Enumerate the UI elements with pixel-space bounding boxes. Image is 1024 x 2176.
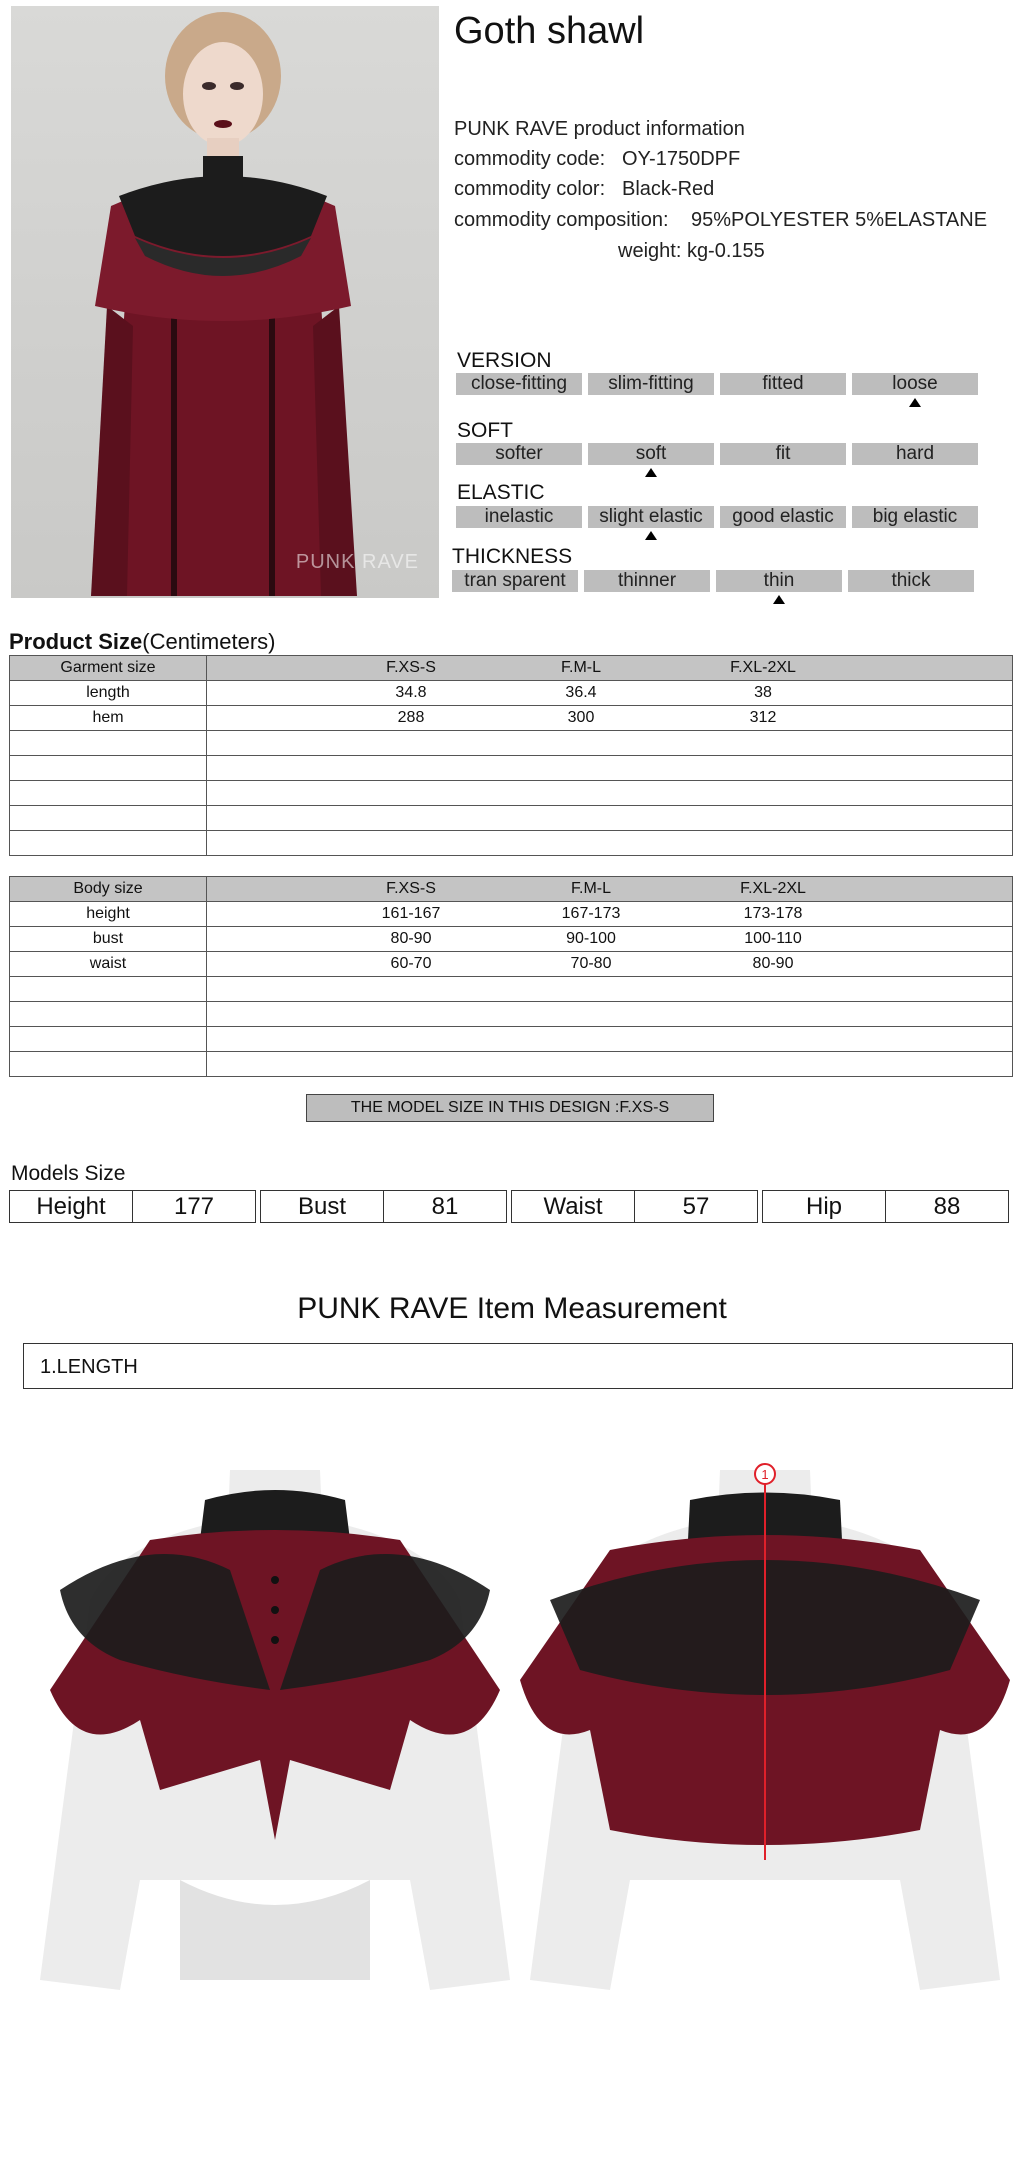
table-row-empty: [10, 977, 1013, 1002]
scale-elastic-option: good elastic: [720, 506, 846, 528]
scale-soft: [456, 443, 978, 465]
models-size-title: Models Size: [11, 1162, 126, 1185]
scale-soft-option: softer: [456, 443, 582, 465]
table-header-row: [10, 877, 1013, 902]
table-row: [10, 952, 1013, 977]
scale-version-option: loose: [852, 373, 978, 395]
table-header-row: [10, 656, 1013, 681]
table-cell: 312: [749, 709, 777, 726]
table-row-label: waist: [10, 952, 207, 977]
table-row-empty: [10, 781, 1013, 806]
models-size-strip: [9, 1190, 1013, 1223]
table-cell: 300: [567, 709, 595, 726]
code-row: [454, 148, 741, 171]
table-row-label: hem: [10, 706, 207, 731]
composition-value: 95%POLYESTER 5%ELASTANE: [691, 209, 988, 231]
models-bust-value: 81: [383, 1190, 507, 1223]
code-label: commodity code:: [454, 148, 606, 170]
scale-version-option: slim-fitting: [588, 373, 714, 395]
table-row-label: length: [10, 681, 207, 706]
table-cell: 100-110: [744, 930, 802, 947]
models-height-label: Height: [9, 1190, 133, 1223]
scale-soft-option: fit: [720, 443, 846, 465]
table-cell: 167-173: [561, 905, 621, 922]
table-row: [10, 902, 1013, 927]
scale-version-option: close-fitting: [456, 373, 582, 395]
table-row: [10, 706, 1013, 731]
models-bust-label: Bust: [260, 1190, 384, 1223]
composition-row: [454, 209, 988, 232]
garment-size-table: [9, 655, 1013, 856]
table-row-empty: [10, 756, 1013, 781]
models-hip-label: Hip: [762, 1190, 886, 1223]
table-row-empty: [10, 831, 1013, 856]
scale-version-title: VERSION: [457, 349, 552, 372]
table-cell: 80-90: [752, 955, 794, 972]
scale-thickness: [452, 570, 974, 592]
table-cell: 90-100: [566, 930, 616, 947]
length-marker-number: 1: [761, 1467, 769, 1482]
table-header-cell: F.XS-S: [386, 880, 436, 897]
scale-thickness-option: tran sparent: [452, 570, 578, 592]
table-header-cell: F.M-L: [571, 880, 611, 897]
composition-label: commodity composition:: [454, 209, 669, 231]
table-cell: 36.4: [565, 684, 597, 701]
scale-elastic-option: slight elastic: [588, 506, 714, 528]
table-row: [10, 927, 1013, 952]
color-row: [454, 178, 715, 201]
scale-soft-title: SOFT: [457, 419, 513, 442]
product-size-title: [9, 629, 276, 655]
product-title: Goth shawl: [454, 10, 645, 52]
scale-thickness-option: thinner: [584, 570, 710, 592]
table-row-label: bust: [10, 927, 207, 952]
table-header-cell: F.XL-2XL: [740, 880, 806, 897]
table-header-label: Garment size: [10, 656, 207, 681]
weight-row: [618, 240, 765, 263]
table-row-empty: [10, 1052, 1013, 1077]
scale-elastic: [456, 506, 978, 528]
table-row-label: height: [10, 902, 207, 927]
table-cell: 173-178: [743, 905, 803, 922]
scale-version-option: fitted: [720, 373, 846, 395]
scale-thickness-option: thick: [848, 570, 974, 592]
models-height-value: 177: [132, 1190, 256, 1223]
table-cell: 70-80: [570, 955, 612, 972]
measurement-title: PUNK RAVE Item Measurement: [297, 1292, 727, 1325]
color-value: Black-Red: [622, 178, 715, 200]
table-cell: 80-90: [390, 930, 432, 947]
scale-elastic-option: big elastic: [852, 506, 978, 528]
product-size-title-bold: Product Size: [9, 629, 143, 654]
table-row-empty: [10, 1027, 1013, 1052]
table-header-cell: F.XL-2XL: [730, 659, 796, 676]
table-row: [10, 681, 1013, 706]
table-cell: 38: [754, 684, 772, 701]
scale-thickness-title: THICKNESS: [452, 545, 573, 568]
models-waist-value: 57: [634, 1190, 758, 1223]
code-value: OY-1750DPF: [622, 148, 741, 170]
table-row-empty: [10, 806, 1013, 831]
models-hip-value: 88: [885, 1190, 1009, 1223]
measurement-item: 1.LENGTH: [23, 1343, 1013, 1389]
table-header-cell: F.XS-S: [386, 659, 436, 676]
brand-watermark: PUNK RAVE: [295, 551, 419, 573]
table-cell: 60-70: [390, 955, 432, 972]
table-row-empty: [10, 731, 1013, 756]
garment-back-image: [520, 1460, 1010, 2020]
scale-elastic-title: ELASTIC: [457, 481, 545, 504]
scale-version: [456, 373, 978, 395]
weight-value: kg-0.155: [686, 240, 765, 262]
garment-front-image: [30, 1460, 520, 2020]
weight-label: weight:: [618, 240, 682, 262]
product-size-unit: (Centimeters): [142, 629, 276, 654]
model-photo: [11, 6, 439, 598]
color-label: commodity color:: [454, 178, 606, 200]
table-cell: 161-167: [381, 905, 441, 922]
scale-soft-option: hard: [852, 443, 978, 465]
table-cell: 34.8: [395, 684, 427, 701]
table-row-empty: [10, 1002, 1013, 1027]
brand-info: PUNK RAVE product information: [454, 118, 745, 140]
scale-thickness-option: thin: [716, 570, 842, 592]
table-cell: 288: [397, 709, 425, 726]
table-header-cell: F.M-L: [561, 659, 601, 676]
scale-elastic-option: inelastic: [456, 506, 582, 528]
body-size-table: [9, 876, 1013, 1077]
table-header-label: Body size: [10, 877, 207, 902]
scale-soft-option: soft: [588, 443, 714, 465]
models-waist-label: Waist: [511, 1190, 635, 1223]
model-size-banner: THE MODEL SIZE IN THIS DESIGN :F.XS-S: [306, 1094, 714, 1122]
